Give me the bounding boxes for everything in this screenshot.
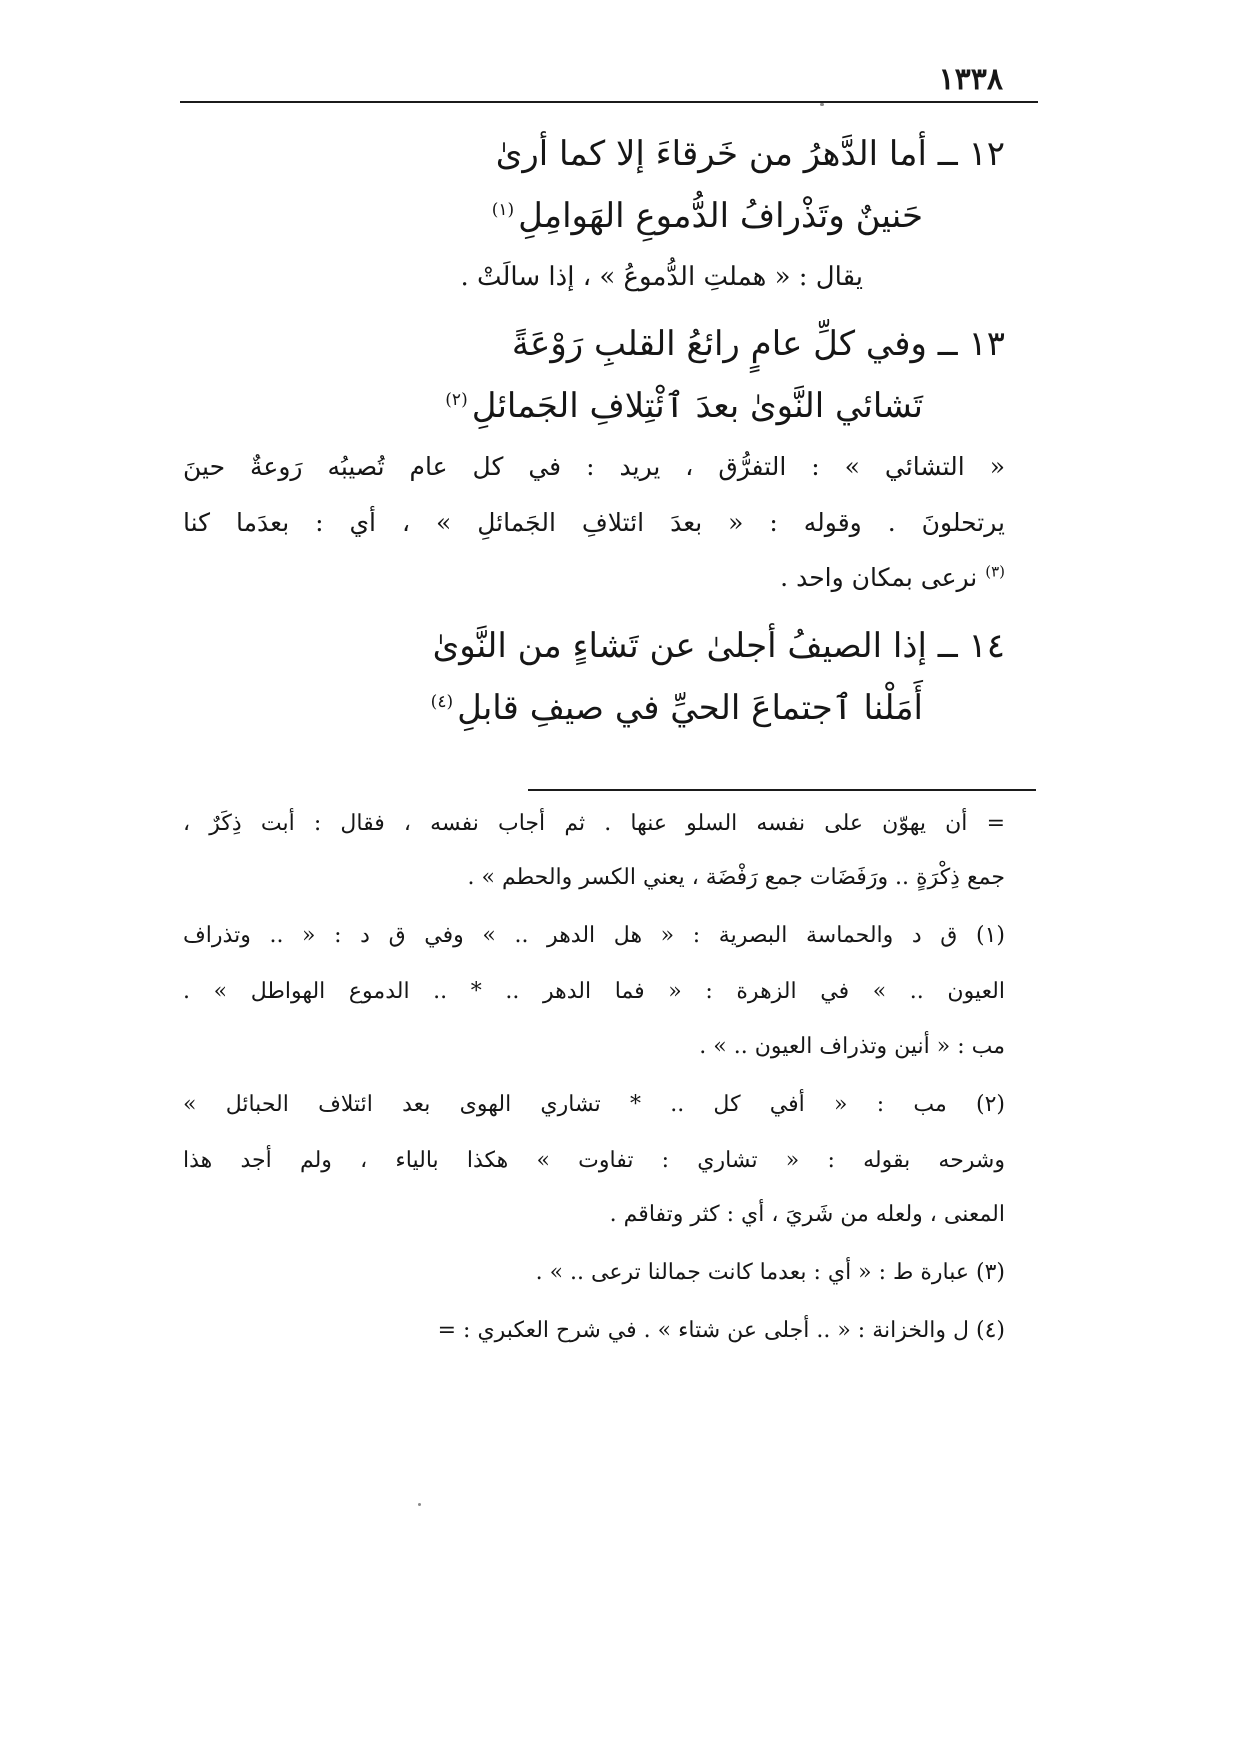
footnote-2-line-1 — [183, 1089, 1005, 1121]
verse-13-first-hemistich — [512, 322, 1005, 366]
footnote-continuation-line-1 — [183, 808, 1005, 840]
verse-13-second-text: تَشائي النَّوىٰ بعدَ ٱئْتِلافِ الجَمائلِ — [471, 386, 923, 426]
verse-12-second-text: حَنينٌ وتَذْرافُ الدُّموعِ الهَوامِلِ — [518, 196, 923, 236]
verse-14-first-text: ١٤ ــ إذا الصيفُ أجلىٰ عن تَشاءٍ من النَّوىٰ — [432, 626, 1005, 666]
verse-12-first-text: ١٢ ــ أما الدَّهرُ من خَرقاءَ إلا كما أرىٰ — [495, 134, 1005, 174]
verse-13-gloss-ref: (٣) — [985, 562, 1005, 581]
verse-12-first-hemistich — [496, 132, 1005, 176]
footnote-2-line-3 — [183, 1199, 1005, 1231]
verse-12-second-hemistich — [492, 194, 923, 238]
footnote-continuation-text-2: جمع ذِكْرَةٍ .. ورَفَضَات جمع رَفْضَة ، يعني الكسر والحطم » . — [467, 865, 1005, 890]
verse-13-gloss-line-3 — [605, 560, 1005, 596]
verse-14-first-hemistich — [433, 624, 1005, 668]
footnote-continuation-line-2 — [183, 862, 1005, 894]
footnote-2-line-2 — [183, 1145, 1005, 1177]
page-number: ١٣٣٨ — [938, 62, 1003, 97]
verse-14-second-hemistich — [431, 686, 923, 730]
verse-13-gloss-line-2 — [183, 505, 1005, 541]
footnote-continuation-text-1: = أن يهوّن على نفسه السلو عنها . ثم أجاب نفسه ، فقال : أبت ذِكَرٌ ، — [183, 811, 1005, 836]
footnote-1-line-1 — [183, 920, 1005, 952]
footnote-marker-1: (١) — [491, 199, 515, 220]
footnote-2-text-2: وشرحه بقوله : « تشاري : تفاوت » هكذا بالياء ، ولم أجد هذا — [183, 1148, 1005, 1173]
verse-13-second-hemistich — [445, 384, 923, 428]
footnote-1-line-2 — [183, 976, 1005, 1008]
footnote-1-line-3 — [183, 1031, 1005, 1063]
scan-speck — [820, 103, 824, 106]
verse-14-second-text: أَمَلْنا ٱجتماعَ الحيِّ في صيفِ قابلِ — [457, 688, 923, 728]
verse-13-gloss-text-1: « التشائي » : التفرُّق ، يريد : في كل عام تُصيبُه رَوعةٌ حينَ — [183, 452, 1005, 481]
verse-13-first-text: ١٣ ــ وفي كلِّ عامٍ رائعُ القلبِ رَوْعَةً — [511, 324, 1005, 364]
footnote-3-text: (٣) عبارة ط : « أي : بعدما كانت جمالنا ترعى .. » . — [535, 1260, 1005, 1285]
footnote-4-text: (٤) ل والخزانة : « .. أجلى عن شتاء » . في شرح العكبري : = — [437, 1318, 1005, 1343]
verse-12-gloss-text: يقال : « هملتِ الدُّموعُ » ، إذا سالَتْ . — [460, 262, 863, 292]
footnote-4 — [183, 1315, 1005, 1347]
verse-13-gloss-line-1 — [183, 449, 1005, 485]
footnote-2-text-1: (٢) مب : « أفي كل .. * تشاري الهوى بعد ائتلاف الحبائل » — [183, 1092, 1005, 1117]
footnote-marker-2: (٢) — [445, 389, 468, 410]
verse-12-gloss — [460, 255, 863, 299]
header-rule — [180, 101, 1038, 103]
verse-13-gloss-text-3: نرعى بمكان واحد . — [780, 563, 978, 592]
footnote-3 — [183, 1257, 1005, 1289]
footnote-1-text-3: مب : « أنين وتذراف العيون .. » . — [699, 1034, 1005, 1059]
footnote-rule — [528, 789, 1036, 791]
verse-13-gloss-text-2: يرتحلونَ . وقوله : « بعدَ ائتلافِ الجَمائلِ » ، أي : بعدَما كنا — [183, 508, 1005, 537]
footnote-1-text-1: (١) ق د والحماسة البصرية : « هل الدهر .. » وفي ق د : « .. وتذراف — [183, 923, 1005, 948]
footnote-1-text-2: العيون .. » في الزهرة : « فما الدهر .. * .. الدموع الهواطل » . — [183, 979, 1005, 1004]
footnote-2-text-3: المعنى ، ولعله من شَريَ ، أي : كثر وتفاقم . — [609, 1202, 1005, 1227]
scan-speck — [418, 1503, 421, 1506]
footnote-marker-4: (٤) — [430, 691, 454, 712]
